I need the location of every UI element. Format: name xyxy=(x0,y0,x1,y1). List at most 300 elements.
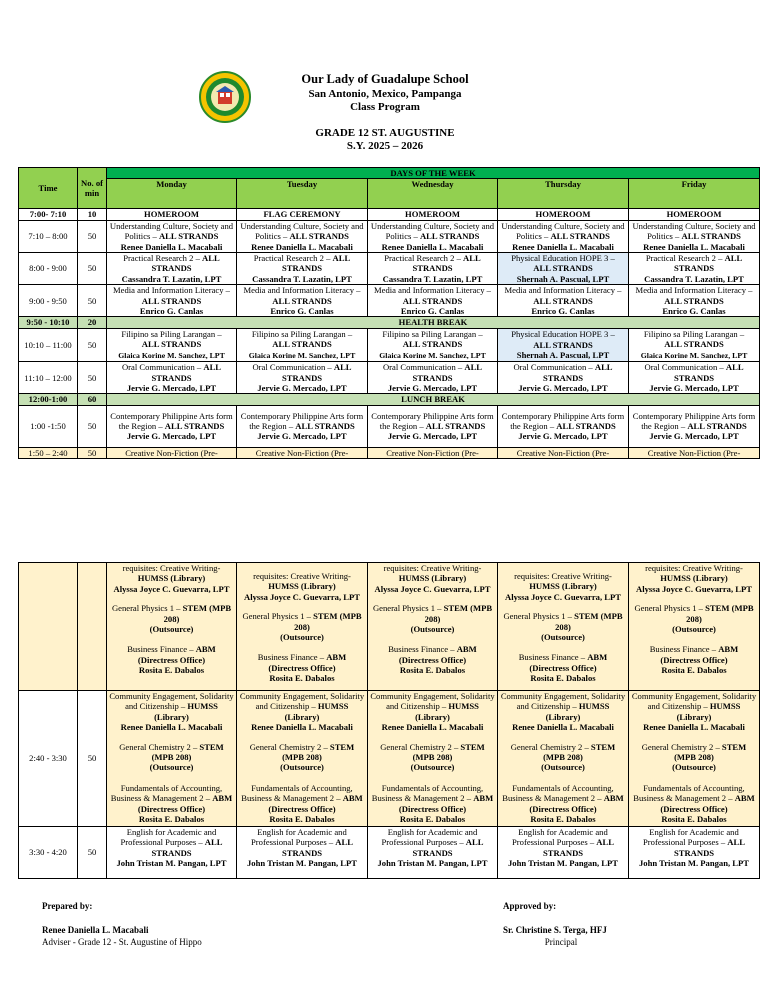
strand: HUMSS (Library) xyxy=(545,701,610,722)
strand: ALL STRANDS xyxy=(272,295,332,306)
strand: ALL STRANDS xyxy=(550,231,610,242)
schedule-table-top xyxy=(18,167,760,459)
subject: Business Finance – xyxy=(649,644,719,655)
teacher: Rosita E. Dabalos xyxy=(530,814,596,825)
strand: ALL STRANDS xyxy=(556,421,616,432)
elective-cell xyxy=(498,691,629,827)
class-cell: Creative Non-Fiction (Pre- xyxy=(107,447,237,458)
subject: Fundamentals of Accounting, Business & Management 2 – xyxy=(371,782,484,804)
strand: STEM (MPB 208) xyxy=(424,603,493,624)
class-cell xyxy=(368,285,498,317)
subject: Understanding Culture, Society and Politics – xyxy=(501,220,625,242)
teacher: Jervie G. Mercado, LPT xyxy=(257,382,347,393)
subject: Filipino sa Piling Larangan – xyxy=(251,328,353,339)
teacher: Jervie G. Mercado, LPT xyxy=(518,382,608,393)
strand: STEM (MPB 208) xyxy=(151,741,224,763)
subject: requisites: Creative Writing- xyxy=(253,571,351,581)
subject: General Physics 1 – xyxy=(634,603,706,614)
class-cell xyxy=(237,405,368,447)
minutes-cell: 50 xyxy=(78,362,107,394)
class-cell-pe xyxy=(498,328,629,361)
teacher: Renee Daniella L. Macabali xyxy=(251,722,353,733)
strand: HUMSS (Library) xyxy=(154,701,218,722)
row-240 xyxy=(19,691,760,827)
subject: Physical Education HOPE 3 – xyxy=(511,329,615,340)
row-800 xyxy=(19,253,760,285)
subject: Business Finance – xyxy=(388,644,457,655)
row-1110 xyxy=(19,362,760,394)
time-cell: 1:50 – 2:40 xyxy=(19,447,78,458)
note: (Outsource) xyxy=(149,762,194,773)
subject: Contemporary Philippine Arts form the Region – xyxy=(371,410,494,432)
teacher: Alyssa Joyce C. Guevarra, LPT xyxy=(374,583,491,594)
subject: Understanding Culture, Society and Politics – xyxy=(632,220,756,242)
minutes-cell: 50 xyxy=(78,447,107,458)
time-cell: 8:00 - 9:00 xyxy=(19,253,78,285)
teacher: John Tristan M. Pangan, LPT xyxy=(116,858,227,869)
strand: STEM (MPB 208) xyxy=(294,611,362,632)
lunch-break-row xyxy=(19,394,760,405)
strand: ALL STRANDS xyxy=(151,837,223,858)
strand: ABM (Directress Office) xyxy=(268,652,347,673)
subject: Fundamentals of Accounting, Business & Management 2 – xyxy=(633,782,745,804)
minutes-cell: 50 xyxy=(78,691,107,827)
class-cell xyxy=(629,285,760,317)
teacher: Glaica Korine M. Sanchez, LPT xyxy=(379,350,486,360)
teacher: Rosita E. Dabalos xyxy=(661,814,727,825)
subject: English for Academic and Professional Purposes – xyxy=(643,827,739,848)
subject: Community Engagement, Solidarity and Citizenship – xyxy=(370,691,495,712)
school-address: San Antonio, Mexico, Pampanga xyxy=(308,88,462,100)
subject: General Chemistry 2 – xyxy=(380,741,461,752)
strand: ALL STRANDS xyxy=(419,231,480,242)
day-wednesday: Wednesday xyxy=(368,179,498,209)
elective-cell xyxy=(368,563,498,691)
note: (Outsource) xyxy=(672,762,716,773)
strand: ALL STRANDS xyxy=(533,263,593,274)
note: (Outsource) xyxy=(541,762,585,773)
subject: Practical Research 2 – xyxy=(253,253,333,264)
strand: HUMSS (Library) xyxy=(660,573,728,584)
teacher: Enrico G. Canlas xyxy=(662,306,726,317)
elective-cell xyxy=(629,563,760,691)
strand: ALL STRANDS xyxy=(542,837,614,858)
subject: Filipino sa Piling Larangan – xyxy=(643,328,745,339)
class-cell xyxy=(629,328,760,361)
class-cell xyxy=(498,405,629,447)
teacher: Cassandra T. Lazatin, LPT xyxy=(121,273,222,284)
minutes-cell xyxy=(78,563,107,691)
day-monday: Monday xyxy=(107,179,237,209)
subject: Media and Information Literacy – xyxy=(374,285,491,296)
subject: Fundamentals of Accounting, Business & Management 2 – xyxy=(110,782,223,804)
approved-by-role: Principal xyxy=(544,937,578,947)
teacher: Jervie G. Mercado, LPT xyxy=(387,431,478,442)
class-cell xyxy=(237,362,368,394)
teacher: Renee Daniella L. Macabali xyxy=(381,241,484,252)
row-150 xyxy=(19,447,760,458)
subject: Oral Communication – xyxy=(252,362,334,373)
strand: ABM (Directress Office) xyxy=(529,652,608,673)
time-cell: 7:00- 7:10 xyxy=(19,209,78,220)
lunch-break-label: LUNCH BREAK xyxy=(107,394,760,405)
elective-cell xyxy=(498,563,629,691)
strand: ALL STRANDS xyxy=(151,253,220,274)
teacher: Renee Daniella L. Macabali xyxy=(120,241,223,252)
subject: Media and Information Literacy – xyxy=(113,285,230,296)
subject: Oral Communication – xyxy=(382,362,465,373)
strand: HUMSS (Library) xyxy=(398,573,467,584)
strand: ALL STRANDS xyxy=(141,295,202,306)
strand: ALL STRANDS xyxy=(402,295,463,306)
strand: STEM (MPB 208) xyxy=(412,741,485,763)
time-cell: 2:40 - 3:30 xyxy=(19,691,78,827)
strand: ABM (Directress Office) xyxy=(398,644,477,665)
class-cell xyxy=(498,220,629,252)
teacher: Cassandra T. Lazatin, LPT xyxy=(382,273,483,284)
subject: Media and Information Literacy – xyxy=(243,285,361,296)
class-cell xyxy=(368,362,498,394)
teacher: Rosita E. Dabalos xyxy=(661,665,727,676)
elective-cell xyxy=(629,691,760,827)
strand: ALL STRANDS xyxy=(533,339,593,350)
strand: ALL STRANDS xyxy=(412,837,484,858)
row-150-cont xyxy=(19,563,760,691)
health-break-label: HEALTH BREAK xyxy=(107,317,760,328)
subject: Practical Research 2 – xyxy=(645,253,725,264)
strand: ALL STRANDS xyxy=(673,253,743,274)
strand: ABM (Directress Office) xyxy=(268,793,363,814)
teacher: John Tristan M. Pangan, LPT xyxy=(377,858,488,869)
subject: Community Engagement, Solidarity and Citizenship – xyxy=(239,691,365,712)
strand: HUMSS (Library) xyxy=(284,701,349,722)
strand: ABM (Directress Office) xyxy=(660,644,739,665)
class-cell xyxy=(629,220,760,252)
elective-cell xyxy=(107,691,237,827)
strand: ALL STRANDS xyxy=(664,339,724,350)
elective-cell xyxy=(237,691,368,827)
subject: Filipino sa Piling Larangan – xyxy=(382,328,483,339)
cell-wed: HOMEROOM xyxy=(368,209,498,220)
note: (Outsource) xyxy=(410,762,455,773)
doc-title: Class Program xyxy=(350,101,420,113)
time-cell: 9:00 - 9:50 xyxy=(19,285,78,317)
school-year: S.Y. 2025 – 2026 xyxy=(346,140,424,152)
strand: HUMSS (Library) xyxy=(676,701,741,722)
minutes-cell: 50 xyxy=(78,220,107,252)
schedule-table-bottom xyxy=(18,562,760,879)
teacher: Alyssa Joyce C. Guevarra, LPT xyxy=(113,583,230,594)
teacher: Jervie G. Mercado, LPT xyxy=(649,382,739,393)
subject: English for Academic and Professional Purposes – xyxy=(120,827,217,848)
teacher: Renee Daniella L. Macabali xyxy=(643,241,745,252)
minutes-cell: 20 xyxy=(78,317,107,328)
subject: Oral Communication – xyxy=(121,362,204,373)
strand: ALL STRANDS xyxy=(412,362,483,383)
strand: ALL STRANDS xyxy=(425,421,486,432)
minutes-cell: 10 xyxy=(78,209,107,220)
health-break-row xyxy=(19,317,760,328)
class-cell xyxy=(107,285,237,317)
teacher: Jervie G. Mercado, LPT xyxy=(126,431,217,442)
subject: Fundamentals of Accounting, Business & Management 2 – xyxy=(502,782,614,804)
subject: Business Finance – xyxy=(257,652,327,663)
class-cell xyxy=(107,827,237,879)
time-cell: 7:10 – 8:00 xyxy=(19,220,78,252)
day-thursday: Thursday xyxy=(498,179,629,209)
class-cell xyxy=(107,362,237,394)
subject: Media and Information Literacy – xyxy=(635,285,753,296)
teacher: Glaica Korine M. Sanchez, LPT xyxy=(640,350,748,360)
teacher: Jervie G. Mercado, LPT xyxy=(649,431,739,442)
time-header: Time xyxy=(19,168,78,209)
strand: ALL STRANDS xyxy=(151,362,222,383)
teacher: Rosita E. Dabalos xyxy=(269,814,335,825)
day-friday: Friday xyxy=(629,179,760,209)
teacher: Cassandra T. Lazatin, LPT xyxy=(644,273,744,284)
minutes-cell: 60 xyxy=(78,394,107,405)
prepared-by-role: Adviser - Grade 12 - St. Augustine of Hippo xyxy=(42,937,202,947)
subject: requisites: Creative Writing- xyxy=(122,563,221,573)
strand: ALL STRANDS xyxy=(402,339,463,350)
strand: ALL STRANDS xyxy=(542,362,613,383)
strand: ALL STRANDS xyxy=(272,339,332,350)
teacher: Jervie G. Mercado, LPT xyxy=(387,382,478,393)
cell-thu: HOMEROOM xyxy=(498,209,629,220)
strand: STEM (MPB 208) xyxy=(555,611,623,632)
row-710 xyxy=(19,220,760,252)
class-cell xyxy=(368,220,498,252)
subject: General Physics 1 – xyxy=(242,611,314,622)
strand: ALL STRANDS xyxy=(673,362,744,383)
class-cell xyxy=(237,253,368,285)
class-cell xyxy=(498,827,629,879)
teacher: Renee Daniella L. Macabali xyxy=(381,722,484,733)
subject: General Chemistry 2 – xyxy=(641,741,722,752)
elective-cell xyxy=(107,563,237,691)
class-cell xyxy=(629,362,760,394)
class-cell: Creative Non-Fiction (Pre- xyxy=(237,447,368,458)
strand: ALL STRANDS xyxy=(295,421,355,432)
time-cell: 9:50 - 10:10 xyxy=(19,317,78,328)
class-cell xyxy=(629,253,760,285)
subject: English for Academic and Professional Purposes – xyxy=(381,827,478,848)
strand: STEM (MPB 208) xyxy=(686,603,754,624)
teacher: John Tristan M. Pangan, LPT xyxy=(508,858,618,869)
teacher: Renee Daniella L. Macabali xyxy=(512,241,614,252)
strand: HUMSS (Library) xyxy=(137,573,206,584)
strand: ABM (Directress Office) xyxy=(529,793,624,814)
subject: Oral Communication – xyxy=(644,362,726,373)
teacher: Renee Daniella L. Macabali xyxy=(643,722,745,733)
teacher: Rosita E. Dabalos xyxy=(269,673,335,684)
class-cell xyxy=(107,253,237,285)
days-of-week-header: DAYS OF THE WEEK xyxy=(107,168,760,179)
strand: ALL STRANDS xyxy=(681,231,741,242)
teacher: John Tristan M. Pangan, LPT xyxy=(247,858,357,869)
class-cell xyxy=(237,285,368,317)
teacher: Rosita E. Dabalos xyxy=(530,673,596,684)
class-cell xyxy=(368,253,498,285)
time-cell: 3:30 - 4:20 xyxy=(19,827,78,879)
note: (Outsource) xyxy=(280,762,324,773)
class-cell xyxy=(498,362,629,394)
class-cell xyxy=(237,220,368,252)
section-title: GRADE 12 ST. AUGUSTINE xyxy=(315,127,455,139)
teacher: Cassandra T. Lazatin, LPT xyxy=(252,273,352,284)
minutes-cell: 50 xyxy=(78,405,107,447)
strand: ALL STRANDS xyxy=(412,253,481,274)
class-cell xyxy=(368,827,498,879)
class-cell xyxy=(237,827,368,879)
subject: Oral Communication – xyxy=(513,362,595,373)
time-cell xyxy=(19,563,78,691)
subject: General Chemistry 2 – xyxy=(119,741,200,752)
teacher: Jervie G. Mercado, LPT xyxy=(518,431,608,442)
subject: General Physics 1 – xyxy=(503,611,575,622)
class-cell xyxy=(498,285,629,317)
strand: ALL STRANDS xyxy=(664,295,724,306)
subject: English for Academic and Professional Purposes – xyxy=(512,827,608,848)
cell-fri: HOMEROOM xyxy=(629,209,760,220)
day-tuesday: Tuesday xyxy=(237,179,368,209)
strand: STEM (MPB 208) xyxy=(543,741,616,763)
teacher: Rosita E. Dabalos xyxy=(399,814,466,825)
strand: ALL STRANDS xyxy=(281,253,351,274)
strand: ABM (Directress Office) xyxy=(137,793,233,814)
class-cell xyxy=(107,328,237,361)
elective-cell xyxy=(237,563,368,691)
subject: requisites: Creative Writing- xyxy=(645,563,743,573)
subject: Understanding Culture, Society and Politics – xyxy=(370,220,495,242)
teacher: Jervie G. Mercado, LPT xyxy=(257,431,347,442)
strand: ALL STRANDS xyxy=(281,837,353,858)
strand: ALL STRANDS xyxy=(158,231,219,242)
note: (Outsource) xyxy=(149,624,194,635)
subject: Community Engagement, Solidarity and Citizenship – xyxy=(500,691,626,712)
subject: English for Academic and Professional Purposes – xyxy=(251,827,347,848)
teacher: Renee Daniella L. Macabali xyxy=(120,722,223,733)
class-cell: Creative Non-Fiction (Pre- xyxy=(368,447,498,458)
subject: requisites: Creative Writing- xyxy=(514,571,612,581)
class-cell-pe xyxy=(498,253,629,285)
strand: ALL STRANDS xyxy=(281,362,352,383)
teacher: Shernah A. Pascual, LPT xyxy=(516,350,610,361)
teacher: Rosita E. Dabalos xyxy=(399,665,466,676)
class-cell xyxy=(629,827,760,879)
subject: Contemporary Philippine Arts form the Region – xyxy=(110,410,233,432)
school-name: Our Lady of Guadalupe School xyxy=(301,72,469,86)
strand: ALL STRANDS xyxy=(164,421,225,432)
teacher: Rosita E. Dabalos xyxy=(138,814,205,825)
time-cell: 10:10 – 11:00 xyxy=(19,328,78,361)
strand: STEM (MPB 208) xyxy=(282,741,355,763)
strand: ALL STRANDS xyxy=(289,231,349,242)
minutes-cell: 50 xyxy=(78,253,107,285)
teacher: Renee Daniella L. Macabali xyxy=(512,722,614,733)
subject: General Chemistry 2 – xyxy=(510,741,591,752)
minutes-header: No. of min xyxy=(78,168,107,209)
teacher: Enrico G. Canlas xyxy=(139,306,204,317)
subject: General Chemistry 2 – xyxy=(249,741,330,752)
teacher: Enrico G. Canlas xyxy=(531,306,595,317)
teacher: Jervie G. Mercado, LPT xyxy=(126,382,217,393)
class-cell: Creative Non-Fiction (Pre- xyxy=(498,447,629,458)
row-330 xyxy=(19,827,760,879)
note: (Outsource) xyxy=(541,632,585,643)
teacher: Glaica Korine M. Sanchez, LPT xyxy=(248,350,356,360)
elective-cell xyxy=(368,691,498,827)
subject: Physical Education HOPE 3 – xyxy=(511,253,615,264)
teacher: Glaica Korine M. Sanchez, LPT xyxy=(118,350,225,360)
strand: ALL STRANDS xyxy=(141,339,202,350)
subject: Contemporary Philippine Arts form the Region – xyxy=(501,410,625,432)
subject: Community Engagement, Solidarity and Citizenship – xyxy=(631,691,757,712)
class-cell xyxy=(368,405,498,447)
subject: Understanding Culture, Society and Politics – xyxy=(109,220,234,242)
teacher: Alyssa Joyce C. Guevarra, LPT xyxy=(504,591,621,602)
strand: STEM (MPB 208) xyxy=(163,603,232,624)
subject: Practical Research 2 – xyxy=(123,253,203,264)
approved-by-name: Sr. Christine S. Terga, HFJ xyxy=(503,925,607,935)
note: (Outsource) xyxy=(280,632,324,643)
row-1010 xyxy=(19,328,760,361)
strand: ALL STRANDS xyxy=(673,837,745,858)
teacher: Enrico G. Canlas xyxy=(270,306,334,317)
row-100 xyxy=(19,405,760,447)
teacher: Alyssa Joyce C. Guevarra, LPT xyxy=(243,591,360,602)
cell-mon: HOMEROOM xyxy=(107,209,237,220)
time-cell: 11:10 – 12:00 xyxy=(19,362,78,394)
subject: General Physics 1 – xyxy=(372,603,444,614)
subject: Contemporary Philippine Arts form the Region – xyxy=(632,410,756,432)
teacher: Renee Daniella L. Macabali xyxy=(251,241,353,252)
subject: Understanding Culture, Society and Politics – xyxy=(240,220,364,242)
class-cell xyxy=(629,405,760,447)
strand: HUMSS (Library) xyxy=(268,581,336,592)
strand: STEM (MPB 208) xyxy=(674,741,747,763)
subject: Contemporary Philippine Arts form the Region – xyxy=(240,410,364,432)
teacher: Enrico G. Canlas xyxy=(400,306,465,317)
minutes-cell: 50 xyxy=(78,827,107,879)
class-cell xyxy=(107,405,237,447)
strand: ABM (Directress Office) xyxy=(398,793,494,814)
cell-tue: FLAG CEREMONY xyxy=(237,209,368,220)
strand: ALL STRANDS xyxy=(533,295,593,306)
strand: ABM (Directress Office) xyxy=(137,644,216,665)
approved-by-label: Approved by: xyxy=(503,901,557,911)
subject: Filipino sa Piling Larangan – xyxy=(121,328,222,339)
subject: Fundamentals of Accounting, Business & Management 2 – xyxy=(241,782,353,804)
class-cell: Creative Non-Fiction (Pre- xyxy=(629,447,760,458)
minutes-cell: 50 xyxy=(78,328,107,361)
strand: ABM (Directress Office) xyxy=(660,793,755,814)
subject: Business Finance – xyxy=(518,652,588,663)
class-cell xyxy=(237,328,368,361)
subject: Practical Research 2 – xyxy=(384,253,464,264)
teacher: Alyssa Joyce C. Guevarra, LPT xyxy=(635,583,752,594)
strand: HUMSS (Library) xyxy=(529,581,597,592)
subject: Media and Information Literacy – xyxy=(504,285,622,296)
teacher: Rosita E. Dabalos xyxy=(138,665,205,676)
minutes-cell: 50 xyxy=(78,285,107,317)
subject: requisites: Creative Writing- xyxy=(383,563,482,573)
class-cell xyxy=(368,328,498,361)
time-cell: 1:00 -1:50 xyxy=(19,405,78,447)
subject: Business Finance – xyxy=(127,644,196,655)
teacher: Shernah A. Pascual, LPT xyxy=(516,273,610,284)
note: (Outsource) xyxy=(672,624,716,635)
